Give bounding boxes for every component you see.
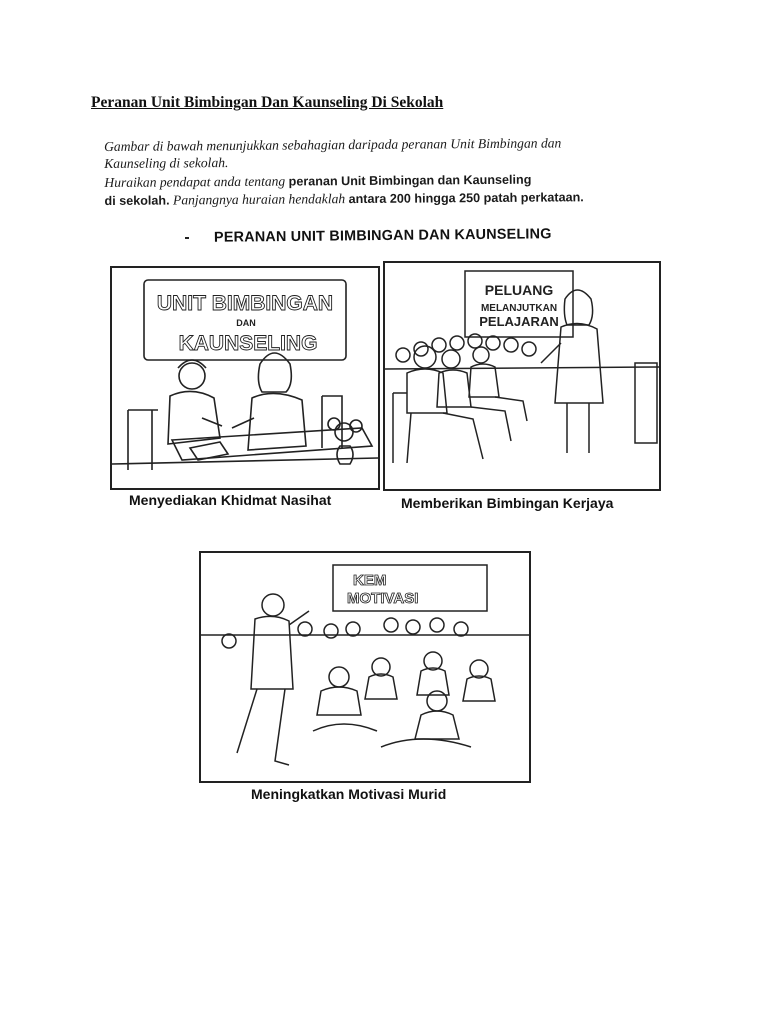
caption-counselling: Menyediakan Khidmat Nasihat [129,492,332,508]
sign-line-1: UNIT BIMBINGAN [156,292,334,315]
motivation-sign-line-2: MOTIVASI [347,590,419,607]
panel-counselling [110,266,380,490]
dash-mark [185,237,189,239]
figure-title: PERANAN UNIT BIMBINGAN DAN KAUNSELING [213,226,552,246]
question-text [104,134,661,210]
question-line-4: di sekolah. Panjangnya huraian hendaklah antara 200 hingga 250 patah perkataan. [104,190,584,208]
career-sign-line-3: PELAJARAN [479,314,559,329]
panel-career [383,261,661,491]
career-sign-line-2: MELANJUTKAN [480,303,558,314]
motivation-illustration [201,553,529,781]
page-heading: Peranan Unit Bimbingan Dan Kaunseling Di Sekolah [91,94,444,111]
career-illustration [385,263,659,489]
panel-motivation [199,551,531,783]
sign-line-3: KAUNSELING [178,332,318,355]
question-line-1: Gambar di bawah menunjukkan sebahagian daripada peranan Unit Bimbingan dan [104,135,562,154]
counselling-illustration [112,268,378,488]
motivation-sign-line-1: KEM [353,572,387,589]
question-line-2: Kaunseling di sekolah. [104,155,229,171]
caption-motivation: Meningkatkan Motivasi Murid [251,786,447,802]
sign-line-2: DAN [236,318,256,328]
caption-career: Memberikan Bimbingan Kerjaya [401,495,614,511]
question-line-3: Huraikan pendapat anda tentang peranan Unit Bimbingan dan Kaunseling [104,172,532,190]
career-sign-line-1: PELUANG [484,282,554,298]
